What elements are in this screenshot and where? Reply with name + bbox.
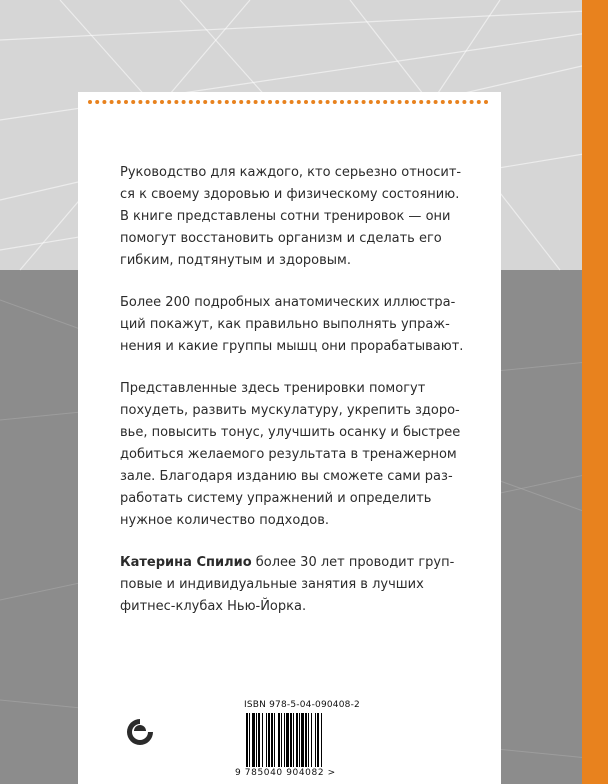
divider-dot (282, 100, 286, 104)
text-line (120, 552, 465, 574)
divider-dot (174, 100, 178, 104)
divider-dot (448, 100, 452, 104)
barcode-bar (296, 713, 298, 767)
barcode-bar (299, 713, 300, 767)
divider-dot (304, 100, 308, 104)
barcode-bar (290, 713, 292, 767)
divider-dot (333, 100, 337, 104)
paragraph-intro (120, 162, 465, 272)
text-line: нения и какие группы мышц они прорабатывают. (120, 339, 464, 354)
paragraph-benefits (120, 378, 465, 532)
divider-dot (484, 100, 488, 104)
divider-dot (462, 100, 466, 104)
divider-dot (297, 100, 301, 104)
divider-dot (146, 100, 150, 104)
divider-dot (218, 100, 222, 104)
divider-dot (225, 100, 229, 104)
barcode-bar (268, 713, 270, 767)
text-line: Более 200 подробных анатомических иллюстра- (120, 295, 456, 310)
text-line: нужное количество подходов. (120, 513, 330, 528)
divider-dot (88, 100, 92, 104)
divider-dot (383, 100, 387, 104)
barcode-bar (271, 713, 273, 767)
divider-dot (477, 100, 481, 104)
publisher-logo-icon (124, 716, 156, 748)
text-line: Руководство для каждого, кто серьезно относит- (120, 165, 462, 180)
barcode (246, 713, 360, 767)
barcode-bar (308, 713, 309, 767)
divider-dot (268, 100, 272, 104)
text-line: вье, повысить тонус, улучшить осанку и быстрее (120, 425, 461, 440)
divider-dot (232, 100, 236, 104)
divider-dot (246, 100, 250, 104)
text-line: ся к своему здоровью и физическому состоянию. (120, 187, 460, 202)
divider-dot (347, 100, 351, 104)
divider-dot (405, 100, 409, 104)
divider-dot (102, 100, 106, 104)
divider-dot (117, 100, 121, 104)
text-line: добиться желаемого результата в тренажерном (120, 447, 457, 462)
text-line: В книге представлены сотни тренировок — они (120, 209, 451, 224)
divider-dot (254, 100, 258, 104)
divider-dot (441, 100, 445, 104)
divider-dot (110, 100, 114, 104)
barcode-bar (266, 713, 267, 767)
divider-dot (434, 100, 438, 104)
paragraph-illustrations (120, 292, 465, 358)
divider-dot (369, 100, 373, 104)
divider-dot (398, 100, 402, 104)
barcode-bar (284, 713, 285, 767)
barcode-bar (252, 713, 255, 767)
divider-dot (311, 100, 315, 104)
divider-dot (376, 100, 380, 104)
divider-dot (153, 100, 157, 104)
divider-dot (182, 100, 186, 104)
text-line: зале. Благодаря изданию вы сможете сами раз- (120, 469, 453, 484)
divider-dot (340, 100, 344, 104)
barcode-bar (281, 713, 282, 767)
text-line: повые и индивидуальные занятия в лучших (120, 577, 424, 592)
barcode-bar (321, 713, 322, 767)
divider-dot (290, 100, 294, 104)
text-line: помогут восстановить организм и сделать его (120, 231, 442, 246)
divider-dot (318, 100, 322, 104)
author-line-rest: более 30 лет проводит груп- (251, 555, 455, 570)
barcode-bar (311, 713, 312, 767)
barcode-bar (305, 713, 307, 767)
spine-accent-strip (582, 0, 608, 784)
divider-dot (124, 100, 128, 104)
barcode-bar (317, 713, 319, 767)
divider-dot (275, 100, 279, 104)
barcode-bar (256, 713, 257, 767)
divider-dot (239, 100, 243, 104)
paragraph-author (120, 552, 465, 618)
divider-dot (261, 100, 265, 104)
barcode-bar (301, 713, 304, 767)
barcode-bar (262, 713, 263, 767)
barcode-bar (258, 713, 260, 767)
text-line: работать систему упражнений и определить (120, 491, 432, 506)
divider-dot (131, 100, 135, 104)
divider-dot (95, 100, 99, 104)
divider-dot (426, 100, 430, 104)
divider-dot (419, 100, 423, 104)
barcode-bar (286, 713, 289, 767)
barcode-bar (246, 713, 248, 767)
divider-dot (354, 100, 358, 104)
text-line: ций покажут, как правильно выполнять упраж- (120, 317, 450, 332)
divider-dot (160, 100, 164, 104)
author-name: Катерина Спилио (120, 555, 252, 570)
divider-dot (189, 100, 193, 104)
text-line: Представленные здесь тренировки помогут (120, 381, 426, 396)
barcode-bar (293, 713, 294, 767)
divider-dot (470, 100, 474, 104)
barcode-bar (315, 713, 316, 767)
divider-dot (167, 100, 171, 104)
divider-dot (203, 100, 207, 104)
barcode-bar (249, 713, 250, 767)
divider-dot (362, 100, 366, 104)
divider-dot (210, 100, 214, 104)
barcode-bar (278, 713, 280, 767)
divider-dot (138, 100, 142, 104)
text-line: фитнес-клубах Нью-Йорка. (120, 599, 307, 614)
divider-dot (455, 100, 459, 104)
divider-dot (390, 100, 394, 104)
text-line: похудеть, развить мускулатуру, укрепить здоро- (120, 403, 460, 418)
dotted-divider (88, 98, 491, 106)
barcode-digits: 9 785040 904082 > (235, 768, 336, 778)
barcode-bar (274, 713, 275, 767)
isbn-label: ISBN 978-5-04-090408-2 (244, 700, 360, 710)
divider-dot (196, 100, 200, 104)
divider-dot (412, 100, 416, 104)
text-line: гибким, подтянутым и здоровым. (120, 253, 351, 268)
divider-dot (326, 100, 330, 104)
book-description (120, 162, 465, 638)
